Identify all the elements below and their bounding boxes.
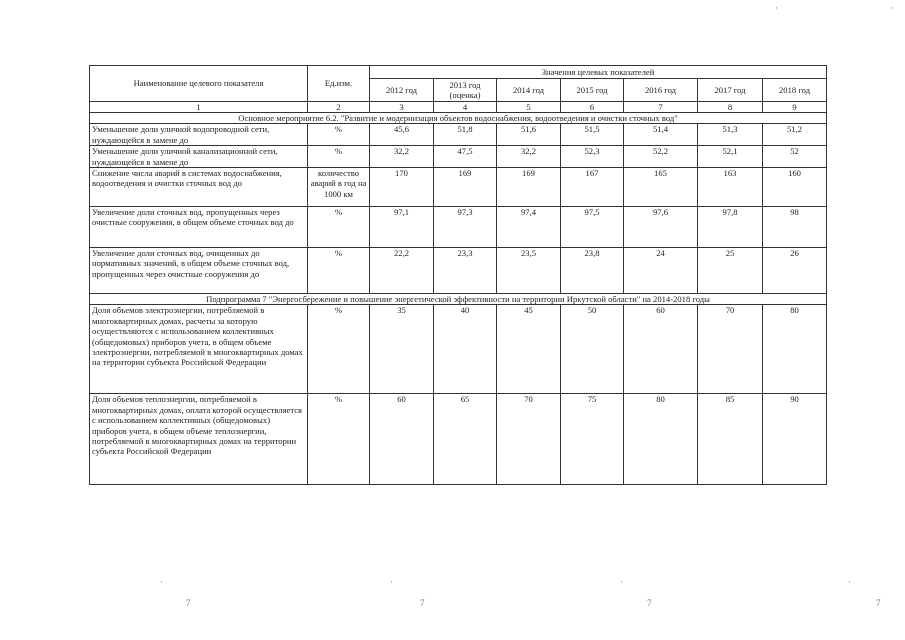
section-title: Основное мероприятие 6.2. "Развитие и модернизация объектов водоснабжения, водоотведения и очистки сточных вод" — [90, 113, 827, 124]
indicator-value: 160 — [763, 168, 827, 207]
indicator-name: Доля объемов теплоэнергии, потребляемой в многоквартирных домах, оплата которой осуществляется с использованием коллективных (общедомовых) приборов учета, в общем объеме теплоэнергии, потребляемой в многоквартирных домах на территории субъекта Российской Федерации — [90, 394, 308, 485]
footer-mark-3: 7 — [647, 598, 652, 608]
indicator-value: 47,5 — [434, 146, 497, 168]
indicator-value: 90 — [763, 394, 827, 485]
indicator-value: 97,6 — [624, 207, 698, 248]
header-year: 2015 год — [561, 79, 624, 102]
indicator-value: 23,8 — [561, 248, 624, 294]
indicator-value: 40 — [434, 305, 497, 394]
indicator-unit: % — [308, 305, 370, 394]
indicator-unit: % — [308, 146, 370, 168]
indicator-value: 70 — [497, 394, 561, 485]
header-unit: Ед.изм. — [308, 66, 370, 102]
footer-mark-1: 7 — [186, 598, 191, 608]
indicator-value: 51,2 — [763, 124, 827, 146]
column-index: 6 — [561, 102, 624, 113]
indicator-unit: % — [308, 207, 370, 248]
indicator-value: 26 — [763, 248, 827, 294]
indicator-value: 22,2 — [370, 248, 434, 294]
column-index: 5 — [497, 102, 561, 113]
column-index: 9 — [763, 102, 827, 113]
footer-mark-2: 7 — [420, 598, 425, 608]
indicator-value: 45,6 — [370, 124, 434, 146]
indicator-value: 32,2 — [497, 146, 561, 168]
column-index: 1 — [90, 102, 308, 113]
column-index-row — [90, 102, 827, 113]
indicator-value: 169 — [434, 168, 497, 207]
indicator-value: 52,2 — [624, 146, 698, 168]
indicator-value: 170 — [370, 168, 434, 207]
table-row — [90, 146, 827, 168]
footer-mark-4: 7 — [876, 598, 881, 608]
indicator-value: 24 — [624, 248, 698, 294]
indicator-value: 98 — [763, 207, 827, 248]
header-year: 2014 год — [497, 79, 561, 102]
indicator-value: 60 — [370, 394, 434, 485]
indicator-unit: количество аварий в год на 1000 км — [308, 168, 370, 207]
indicator-value: 23,3 — [434, 248, 497, 294]
indicator-value: 70 — [698, 305, 763, 394]
indicator-value: 85 — [698, 394, 763, 485]
indicator-name: Уменьшение доли уличной канализационной сети, нуждающейся в замене до — [90, 146, 308, 168]
indicator-value: 60 — [624, 305, 698, 394]
column-index: 2 — [308, 102, 370, 113]
table-row — [90, 168, 827, 207]
indicator-value: 163 — [698, 168, 763, 207]
target-indicators-table — [89, 65, 827, 485]
indicator-value: 51,3 — [698, 124, 763, 146]
header-values-group: Значения целевых показателей — [370, 66, 827, 79]
indicator-value: 97,1 — [370, 207, 434, 248]
indicator-unit: % — [308, 394, 370, 485]
table-row — [90, 394, 827, 485]
table-row — [90, 124, 827, 146]
indicator-unit: % — [308, 248, 370, 294]
indicator-name: Увеличение доли сточных вод, очищенных до нормативных значений, в общем объеме сточных вод, пропущенных через очистные сооружения до — [90, 248, 308, 294]
header-year: 2013 год (оценка) — [434, 79, 497, 102]
header-year: 2017 год — [698, 79, 763, 102]
indicator-value: 97,8 — [698, 207, 763, 248]
header-year: 2016 год — [624, 79, 698, 102]
indicator-value: 75 — [561, 394, 624, 485]
indicator-value: 25 — [698, 248, 763, 294]
indicator-value: 97,4 — [497, 207, 561, 248]
section-header-row — [90, 294, 827, 305]
indicator-value: 52 — [763, 146, 827, 168]
indicator-value: 80 — [763, 305, 827, 394]
indicator-value: 165 — [624, 168, 698, 207]
column-index: 4 — [434, 102, 497, 113]
section-header-row — [90, 113, 827, 124]
indicator-value: 167 — [561, 168, 624, 207]
section-title: Подпрограмма 7 "Энергосбережение и повышение энергетической эффективности на территории Иркутской области" на 2014-2018 годы — [90, 294, 827, 305]
indicator-value: 50 — [561, 305, 624, 394]
table-row — [90, 207, 827, 248]
indicator-value: 51,8 — [434, 124, 497, 146]
header-year: 2018 год — [763, 79, 827, 102]
column-index: 7 — [624, 102, 698, 113]
indicator-value: 52,3 — [561, 146, 624, 168]
indicator-value: 169 — [497, 168, 561, 207]
indicator-value: 65 — [434, 394, 497, 485]
indicator-name: Увеличение доли сточных вод, пропущенных через очистные сооружения, в общем объеме сточных вод до — [90, 207, 308, 248]
indicator-value: 80 — [624, 394, 698, 485]
indicator-value: 51,6 — [497, 124, 561, 146]
indicator-unit: % — [308, 124, 370, 146]
column-index: 8 — [698, 102, 763, 113]
column-index: 3 — [370, 102, 434, 113]
indicator-value: 97,3 — [434, 207, 497, 248]
header-year: 2012 год — [370, 79, 434, 102]
table-row — [90, 305, 827, 394]
table-row — [90, 248, 827, 294]
indicator-value: 52,1 — [698, 146, 763, 168]
indicator-value: 51,5 — [561, 124, 624, 146]
header-indicator-name: Наименование целевого показателя — [90, 66, 308, 102]
indicator-value: 32,2 — [370, 146, 434, 168]
indicator-name: Снижение числа аварий в системах водоснабжения, водоотведения и очистки сточных вод до — [90, 168, 308, 207]
indicator-value: 45 — [497, 305, 561, 394]
indicator-value: 97,5 — [561, 207, 624, 248]
indicator-value: 35 — [370, 305, 434, 394]
indicator-name: Доля объемов электроэнергии, потребляемой в многоквартирных домах, расчеты за которую осуществляются с использованием коллективных (общедомовых) приборов учета, в общем объеме электроэнергии, потребляемой в многоквартирных домах на территории субъекта Российской Федерации — [90, 305, 308, 394]
indicator-value: 51,4 — [624, 124, 698, 146]
indicator-value: 23,5 — [497, 248, 561, 294]
indicator-name: Уменьшение доли уличной водопроводной сети, нуждающейся в замене до — [90, 124, 308, 146]
